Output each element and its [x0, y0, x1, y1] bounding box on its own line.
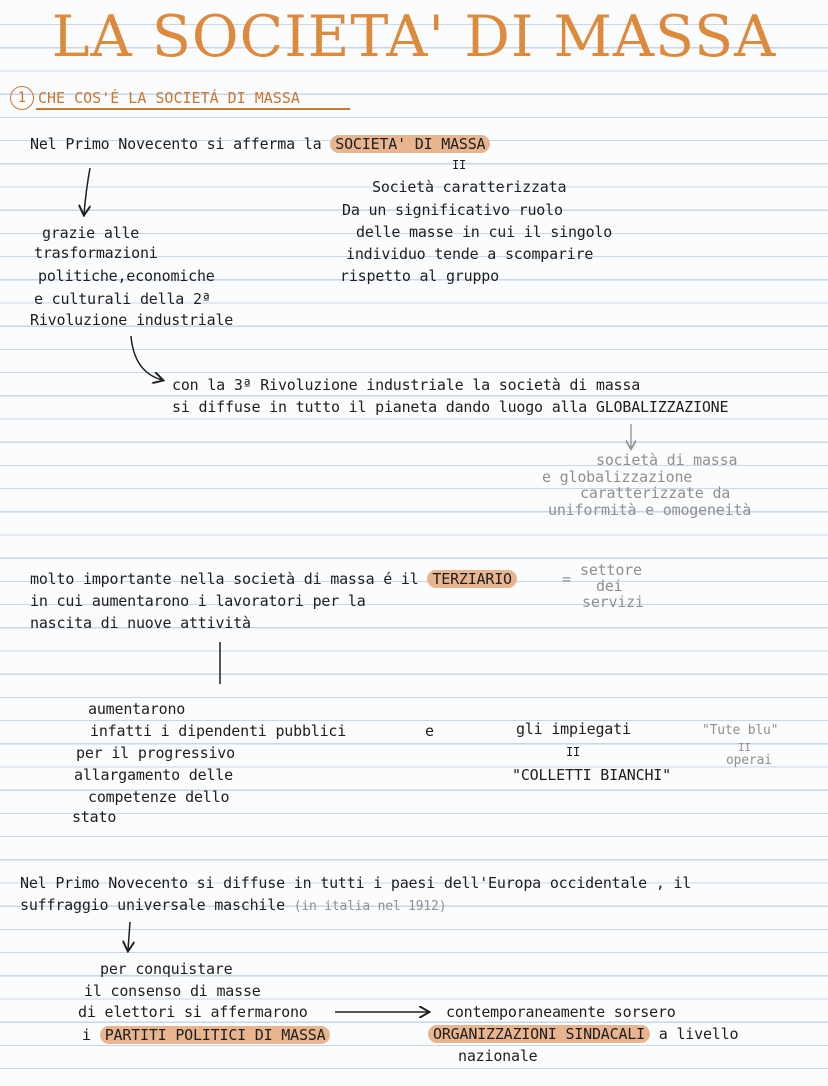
def-line: delle masse in cui il singolo: [356, 223, 613, 241]
terza-line: con la 3ª Rivoluzione industriale la società di massa: [172, 376, 641, 394]
partiti-prefix: i: [82, 1026, 91, 1044]
settore-line: servizi: [582, 593, 644, 611]
def-line: Da un significativo ruolo: [342, 201, 563, 219]
livello-text: a livello: [658, 1025, 739, 1043]
block3-line2: [20, 897, 446, 915]
page-title: LA SOCIETA' DI MASSA: [51, 4, 777, 70]
glob-line: e globalizzazione: [542, 468, 693, 486]
highlight-organizzazioni: ORGANIZZAZIONI SINDACALI: [428, 1025, 650, 1043]
per-line: il consenso di masse: [84, 982, 261, 1000]
glob-line: società di massa: [596, 451, 738, 469]
highlight-partiti: PARTITI POLITICI DI MASSA: [100, 1026, 331, 1044]
equals-sign: =: [562, 570, 571, 588]
per-line: per conquistare: [100, 960, 233, 978]
section-heading-text: CHE COS'É LA SOCIETÁ DI MASSA: [38, 89, 300, 107]
suffragio-text: suffraggio universale maschile: [20, 896, 285, 914]
colletti-text: "COLLETTI BIANCHI": [512, 766, 671, 784]
equals-sign: II: [738, 741, 751, 754]
glob-line: uniformità e omogeneità: [548, 501, 752, 519]
terza-line: si diffuse in tutto il pianeta dando luogo alla GLOBALIZZAZIONE: [172, 398, 729, 416]
block1-line1-text: Nel Primo Novecento si afferma la: [30, 135, 322, 153]
def-line: Società caratterizzata: [372, 178, 567, 196]
arrow-down-grazie: [84, 168, 90, 214]
grazie-line: trasformazioni: [34, 244, 158, 262]
grazie-line: Rivoluzione industriale: [30, 311, 234, 329]
nazionale-text: nazionale: [458, 1047, 538, 1065]
def-line: rispetto al gruppo: [340, 267, 499, 285]
block3-line1: Nel Primo Novecento si diffuse in tutti i paesi dell'Europa occidentale , il: [20, 874, 692, 892]
conjunction-e: e: [425, 722, 434, 740]
settore-line: settore: [580, 561, 642, 579]
aum-line: competenze dello: [88, 788, 230, 806]
highlight-societa-di-massa: SOCIETA' DI MASSA: [330, 135, 490, 153]
aum-line: aumentarono: [88, 700, 186, 718]
aum-line: allargamento delle: [74, 766, 233, 784]
partiti-line: [82, 1027, 330, 1044]
per-line: di elettori si affermarono: [78, 1003, 308, 1021]
aum-line: stato: [72, 808, 117, 826]
contemp-text: contemporaneamente sorsero: [446, 1003, 676, 1021]
settore-line: dei: [596, 577, 623, 595]
operai-text: operai: [726, 753, 772, 768]
impiegati-text: gli impiegati: [516, 720, 631, 738]
grazie-line: grazie alle: [42, 224, 140, 242]
equals-sign: II: [452, 158, 467, 172]
suffragio-note: (in italia nel 1912): [293, 899, 447, 914]
aum-line: infatti i dipendenti pubblici: [90, 722, 347, 740]
block2-line1-text: molto importante nella società di massa é il: [30, 570, 419, 588]
organ-line: [428, 1026, 738, 1043]
grazie-line: politiche,economiche: [38, 267, 215, 285]
block2-line3: nascita di nuove attività: [30, 614, 251, 632]
block2-line2: in cui aumentarono i lavoratori per la: [30, 592, 366, 610]
glob-line: caratterizzate da: [580, 484, 731, 502]
section-number: 1: [10, 86, 34, 110]
grazie-line: e culturali della 2ª: [34, 290, 211, 308]
highlight-terziario: TERZIARIO: [427, 570, 516, 588]
block1-line1: [30, 136, 490, 153]
arrow-down-per: [128, 922, 130, 950]
arrow-curve-terza: [131, 336, 162, 380]
aum-line: per il progressivo: [76, 744, 235, 762]
equals-sign: II: [566, 745, 581, 759]
def-line: individuo tende a scomparire: [346, 245, 594, 263]
tute-text: "Tute blu": [702, 723, 779, 738]
block2-line1: [30, 571, 517, 588]
